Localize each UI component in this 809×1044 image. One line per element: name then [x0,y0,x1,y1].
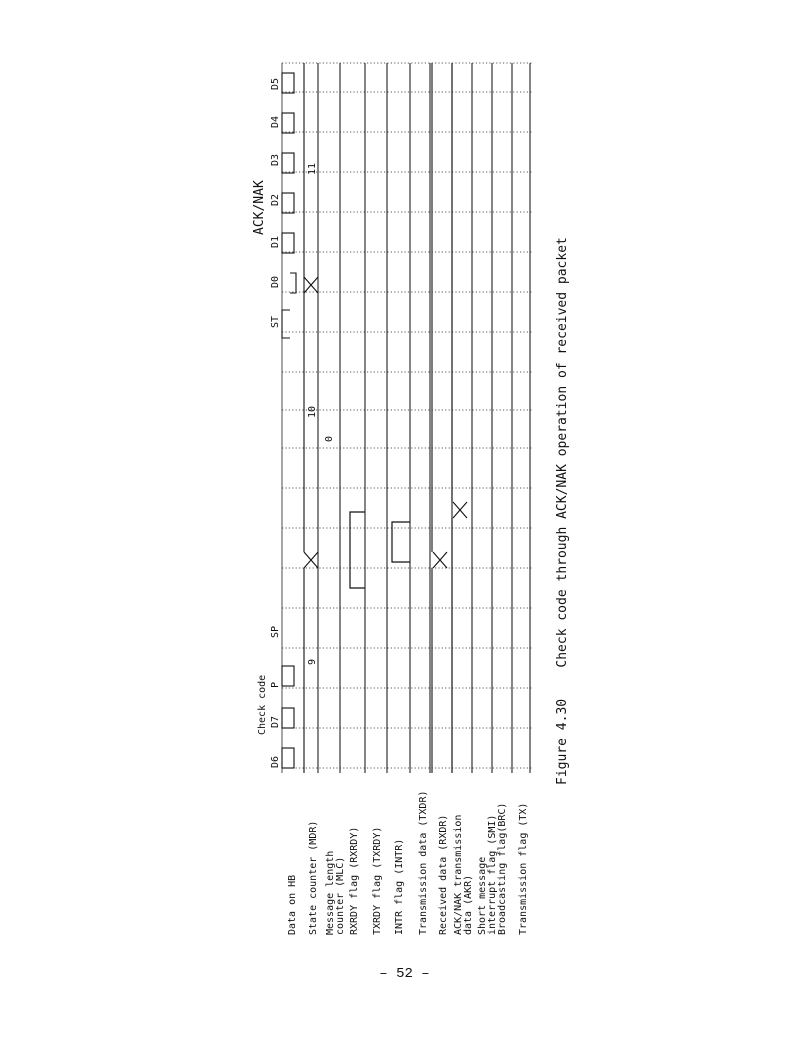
hb-marker-label: D6 [270,755,281,768]
signal-label-line: Short message [477,856,488,935]
signal-label-line: ACK/NAK transmission [453,814,464,935]
ack-nak-label: ACK/NAK [252,180,267,235]
signal-label [394,839,405,935]
hb-markers [270,78,281,768]
signal-label [497,803,508,935]
signal-label-line: counter (MLC) [335,856,346,935]
hb-marker-label: D1 [270,235,281,248]
hb-marker-label: P [270,681,281,688]
signal-label-line: State counter (MDR) [308,820,319,935]
hb-data-pulse [282,233,294,253]
hb-marker-label: D3 [270,153,281,166]
state-counter-value: 10 [307,405,318,418]
signal-label-line: data (AKR) [463,874,474,935]
page-number: – 52 – [379,966,430,982]
hb-data-pulse [282,708,294,728]
signal-label-line: interrupt flag (SMI) [487,814,498,935]
check-code-label: Check code [257,674,268,735]
signal-label-line: INTR flag (INTR) [394,838,405,935]
hb-data-pulse [282,193,294,213]
signal-label-line: Received data (RXDR) [438,814,449,935]
signal-label [453,815,474,935]
hb-data-pulse [282,666,294,686]
hb-marker-label: ST [270,315,281,328]
signal-label-line: Message length [325,850,336,935]
signal-label [477,815,498,935]
signal-label [308,821,319,935]
signal-label [372,827,383,935]
mlc-value: 0 [324,435,335,442]
signal-label-line: Broadcasting flag(BRC) [497,802,508,935]
hb-data-pulse [282,113,294,133]
hb-data-pulse [282,153,294,173]
signal-label-line: TXRDY flag (TXRDY) [372,826,383,935]
hb-marker-label: D5 [270,77,281,90]
signal-labels [287,791,529,936]
signal-label [349,827,360,935]
hb-data-pulse [282,73,294,93]
signal-label-line: Data on HB [287,874,298,935]
hb-marker-label: SP [270,625,281,638]
signal-label [418,791,429,936]
hb-marker-label: D0 [270,275,281,288]
waveform-values [307,163,335,665]
signal-label-line: Transmission flag (TX) [518,802,529,935]
bus-transition [304,277,318,293]
signal-label-line: Transmission data (TXDR) [418,790,429,935]
hb-marker-label: D2 [270,193,281,206]
signal-label [438,815,449,935]
hb-d0-pulse [290,273,296,293]
rxrdy-pulse [350,512,365,588]
signal-label [518,803,529,935]
timing-grid [282,63,532,773]
signal-label [287,875,298,935]
hb-st-pulse [282,310,290,338]
state-counter-value: 11 [307,162,318,175]
hb-marker-label: D4 [270,115,281,128]
hb-data-pulse [282,748,294,768]
bus-transition [453,502,467,518]
figure-caption: Figure 4.30 Check code through ACK/NAK operation of received packet [555,237,570,785]
state-counter-value: 9 [307,658,318,665]
signal-label-line: RXRDY flag (RXRDY) [349,826,360,935]
hb-marker-label: D7 [270,715,281,728]
bus-transition [304,552,318,568]
signal-label [325,851,346,935]
bus-transition [433,552,447,568]
